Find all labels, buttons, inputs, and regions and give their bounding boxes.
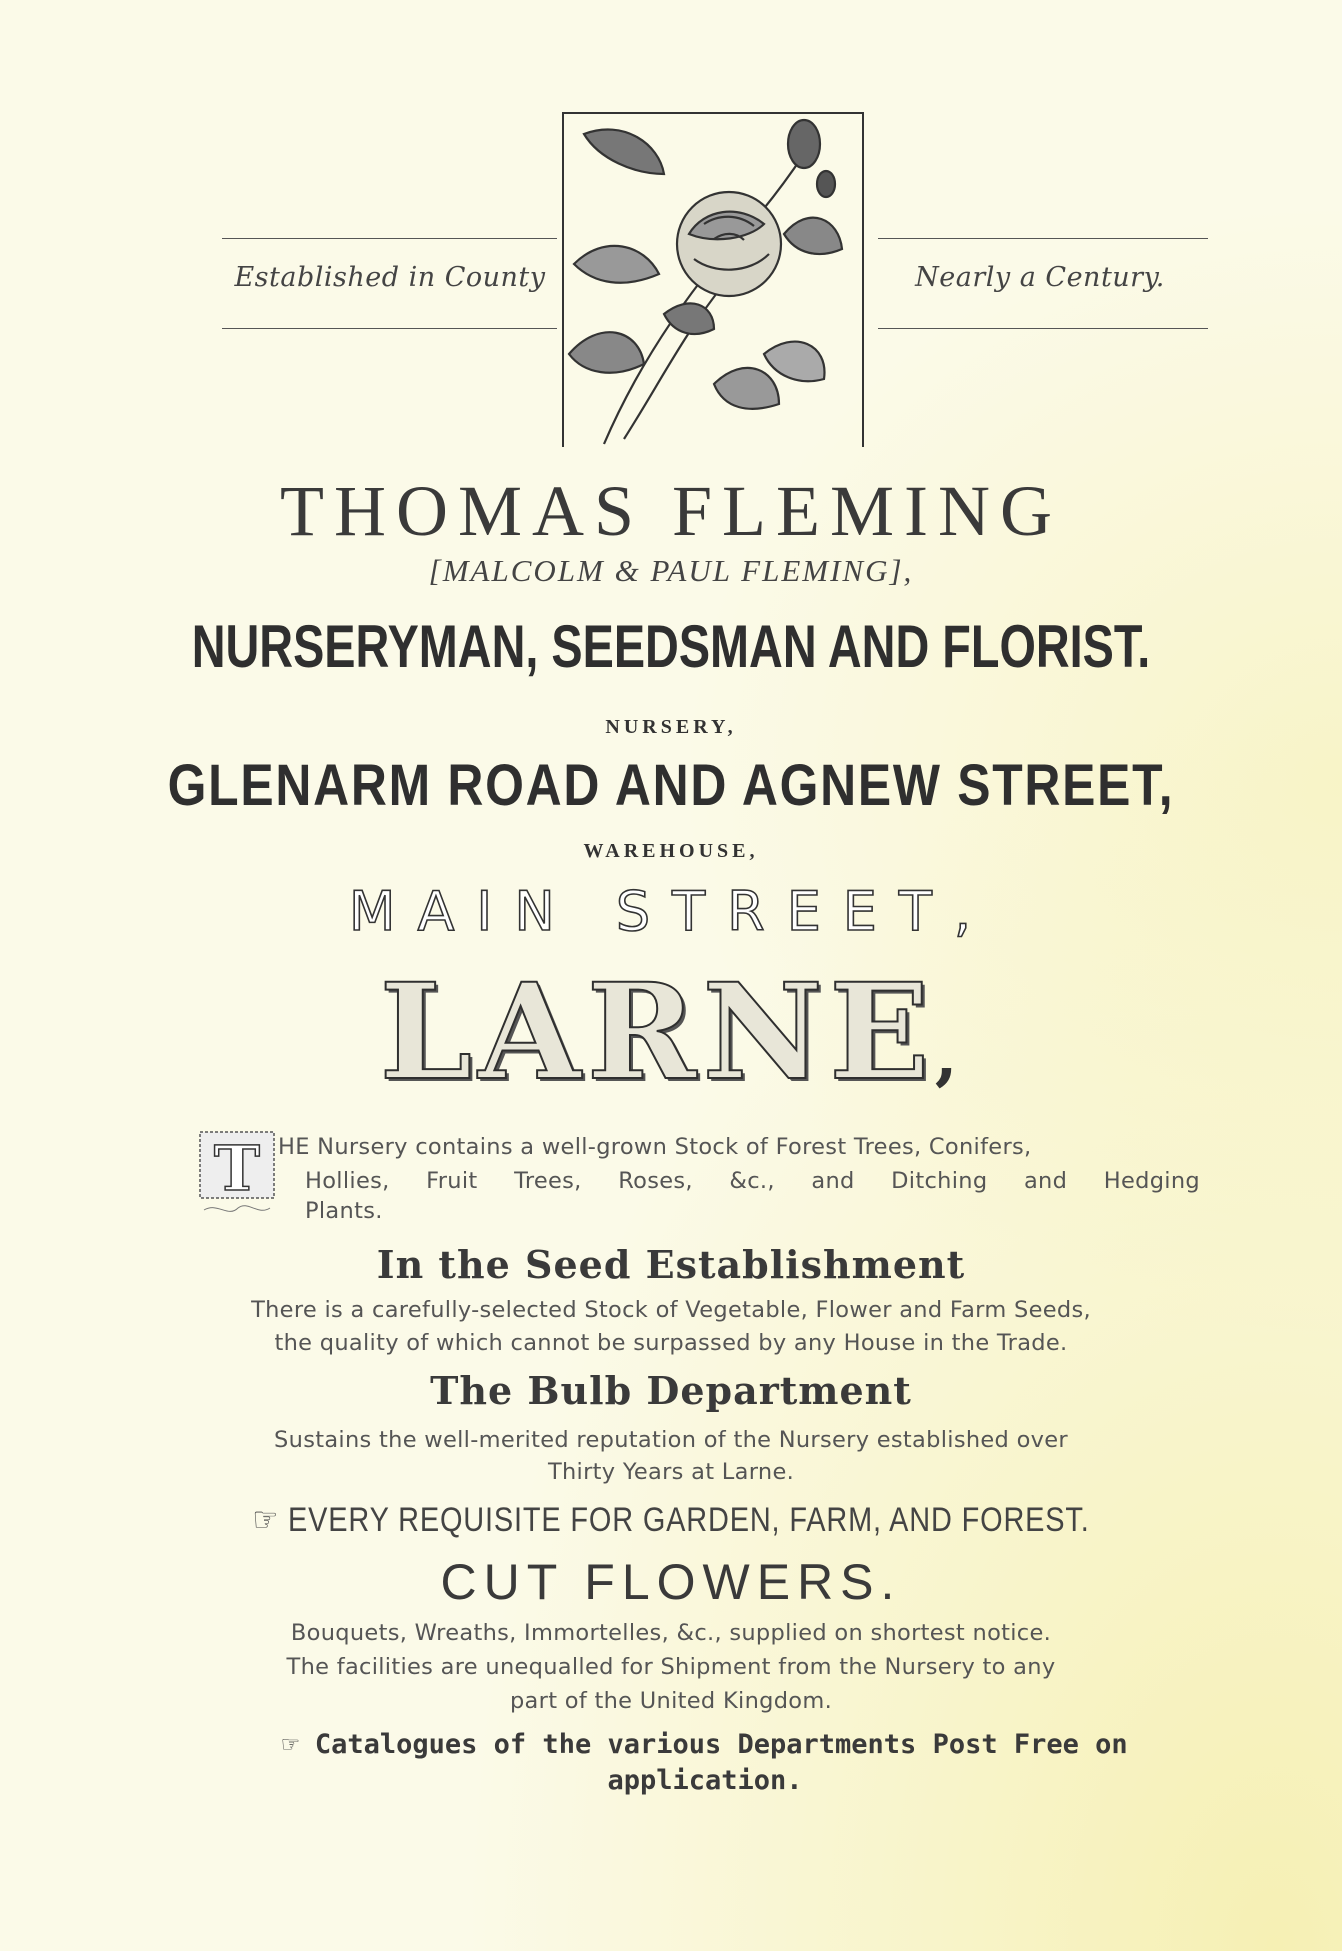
banner-rule-bottom-left: [222, 328, 557, 329]
bulb-line-1: Sustains the well-merited reputation of the Nursery established over: [274, 1427, 1068, 1453]
town-name: [0, 955, 1342, 1110]
banner-rule-top-left: [222, 238, 557, 239]
banner-right-text: Nearly a Century.: [915, 262, 1165, 293]
cut-flowers-line-1: Bouquets, Wreaths, Immortelles, &c., supplied on shortest notice.: [290, 1620, 1052, 1646]
catalogue-line-2: application.: [607, 1765, 803, 1796]
pointing-hand-icon: ☞: [282, 1729, 315, 1760]
trade-line: NURSERYMAN, SEEDSMAN AND FLORIST.: [191, 613, 1151, 680]
nursery-label: NURSERY,: [605, 716, 737, 738]
rose-icon: [564, 114, 862, 447]
banner-rule-bottom-right: [878, 328, 1208, 329]
banner-left-text: Established in County: [234, 262, 546, 293]
requisite-line: [101, 1500, 1242, 1540]
drop-cap-letter: T: [213, 1132, 261, 1205]
nursery-line-1: HE Nursery contains a well-grown Stock of Forest Trees, Conifers,: [278, 1134, 1032, 1160]
nursery-address: GLENARM ROAD AND AGNEW STREET,: [167, 753, 1175, 818]
bulb-heading: The Bulb Department: [430, 1368, 912, 1413]
warehouse-label: WAREHOUSE,: [583, 840, 759, 862]
seed-line-1: There is a carefully-selected Stock of Vegetable, Flower and Farm Seeds,: [251, 1297, 1091, 1323]
subtitle-proprietors: [MALCOLM & PAUL FLEMING],: [428, 553, 914, 588]
banner-rule-top-right: [878, 238, 1208, 239]
town-suffix: ,: [935, 1023, 963, 1093]
cut-flowers-heading: CUT FLOWERS.: [440, 1554, 902, 1610]
warehouse-address: MAIN STREET,: [348, 880, 994, 943]
catalogue-text: Catalogues of the various Departments Post Free on: [314, 1729, 1128, 1760]
page-title: THOMAS FLEMING: [279, 471, 1063, 551]
cut-flowers-line-2: The facilities are unequalled for Shipment from the Nursery to any: [286, 1654, 1056, 1680]
catalogue-line-1: [200, 1728, 1210, 1762]
cut-flowers-line-3: part of the United Kingdom.: [509, 1688, 833, 1714]
bulb-line-2: Thirty Years at Larne.: [547, 1459, 795, 1485]
requisite-text: EVERY REQUISITE FOR GARDEN, FARM, AND FOREST.: [288, 1501, 1090, 1539]
rose-engraving: [562, 112, 864, 447]
town-text: LARNE: [379, 955, 936, 1110]
seed-line-2: the quality of which cannot be surpassed by any House in the Trade.: [274, 1330, 1068, 1356]
pointing-hand-icon: ☞: [252, 1501, 289, 1539]
nursery-line-3: Plants.: [305, 1198, 383, 1224]
nursery-line-2: Hollies, Fruit Trees, Roses, &c., and Ditching and Hedging: [305, 1168, 1200, 1194]
drop-cap: [198, 1130, 276, 1218]
seed-heading: In the Seed Establishment: [376, 1242, 966, 1287]
ornamental-drop-cap-icon: [198, 1130, 276, 1218]
